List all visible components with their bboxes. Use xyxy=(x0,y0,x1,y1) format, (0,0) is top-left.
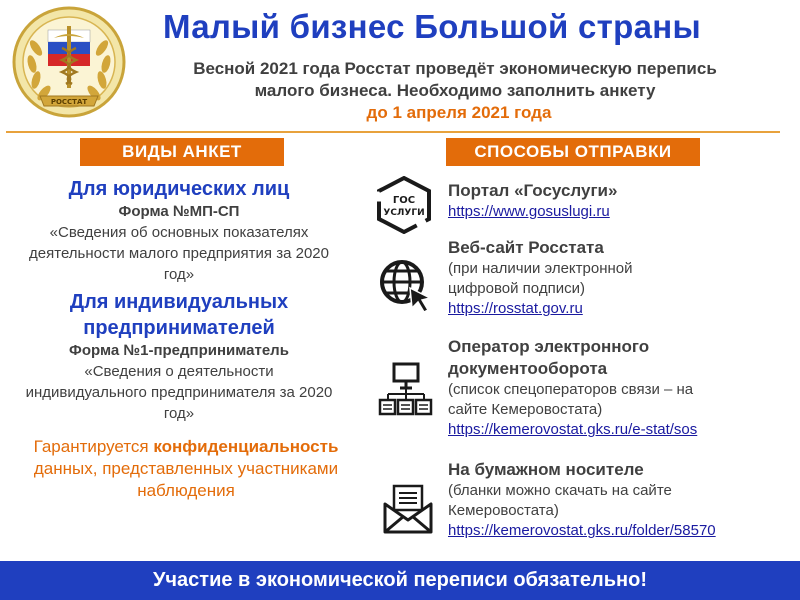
entrepreneurs-block xyxy=(14,289,344,424)
legal-entities-form-name: Форма №МП-СП xyxy=(118,203,240,220)
subtitle-line-2: малого бизнеса. Необходимо заполнить анкету xyxy=(254,81,656,100)
page-title: Малый бизнес Большой страны xyxy=(163,8,701,45)
gosuslugi-icon xyxy=(374,176,434,234)
gosuslugi-icon-text-2: УСЛУГИ xyxy=(383,208,425,218)
method-gosuslugi xyxy=(448,180,788,222)
globe-cursor-icon xyxy=(378,258,434,314)
method-paper-note: (бланки можно скачать на сайте Кемеровостата) xyxy=(448,482,672,519)
method-rosstat-title: Веб-сайт Росстата xyxy=(448,238,604,257)
method-paper-title: На бумажном носителе xyxy=(448,460,644,479)
kemerovostat-sos-link[interactable]: https://kemerovostat.gks.ru/e-stat/sos xyxy=(448,421,698,438)
confidentiality-suffix: данных, представленных участниками наблюдения xyxy=(33,459,339,500)
subtitle-line-1: Весной 2021 года Росстат проведёт экономическую перепись xyxy=(193,59,717,78)
kemerovostat-folder-link[interactable]: https://kemerovostat.gks.ru/folder/58570 xyxy=(448,522,716,539)
envelope-icon xyxy=(382,484,434,534)
gosuslugi-icon-text-1: ГОС xyxy=(392,195,416,206)
form-types-banner: ВИДЫ АНКЕТ xyxy=(80,138,284,166)
footer-banner: Участие в экономической переписи обязательно! xyxy=(0,561,800,600)
method-edo-operator xyxy=(448,336,788,440)
network-computer-icon xyxy=(378,362,434,418)
method-edo-note: (список спецоператоров связи – на сайте Кемеровостата) xyxy=(448,381,694,418)
method-edo-title: Оператор электронного документооборота xyxy=(448,337,650,378)
form-types-column xyxy=(14,176,344,502)
submission-methods-banner: СПОСОБЫ ОТПРАВКИ xyxy=(446,138,700,166)
entrepreneurs-form-description: «Сведения о деятельности индивидуального предпринимателя за 2020 год» xyxy=(25,363,333,422)
subtitle xyxy=(150,58,760,124)
emblem-ribbon-text: РОССТАТ xyxy=(50,98,88,106)
entrepreneurs-form-name: Форма №1-предприниматель xyxy=(69,342,289,359)
method-gosuslugi-title: Портал «Госуслуги» xyxy=(448,181,618,200)
confidentiality-note xyxy=(14,436,344,502)
entrepreneurs-heading: Для индивидуальных предпринимателей xyxy=(69,291,289,339)
rosstat-emblem-logo xyxy=(10,4,128,120)
legal-entities-block xyxy=(14,176,344,285)
gosuslugi-link[interactable]: https://www.gosuslugi.ru xyxy=(448,203,610,220)
rosstat-link[interactable]: https://rosstat.gov.ru xyxy=(448,300,583,317)
confidentiality-bold: конфиденциальность xyxy=(153,437,339,456)
deadline-text: до 1 апреля 2021 года xyxy=(366,103,552,122)
confidentiality-prefix: Гарантируется xyxy=(33,437,149,456)
legal-entities-heading: Для юридических лиц xyxy=(68,178,290,200)
method-rosstat-website xyxy=(448,237,788,319)
header-divider xyxy=(6,131,780,133)
legal-entities-form-description: «Сведения об основных показателях деятельности малого предприятия за 2020 год» xyxy=(29,224,329,283)
method-rosstat-note: (при наличии электронной цифровой подписи) xyxy=(448,260,633,297)
method-paper xyxy=(448,459,788,541)
